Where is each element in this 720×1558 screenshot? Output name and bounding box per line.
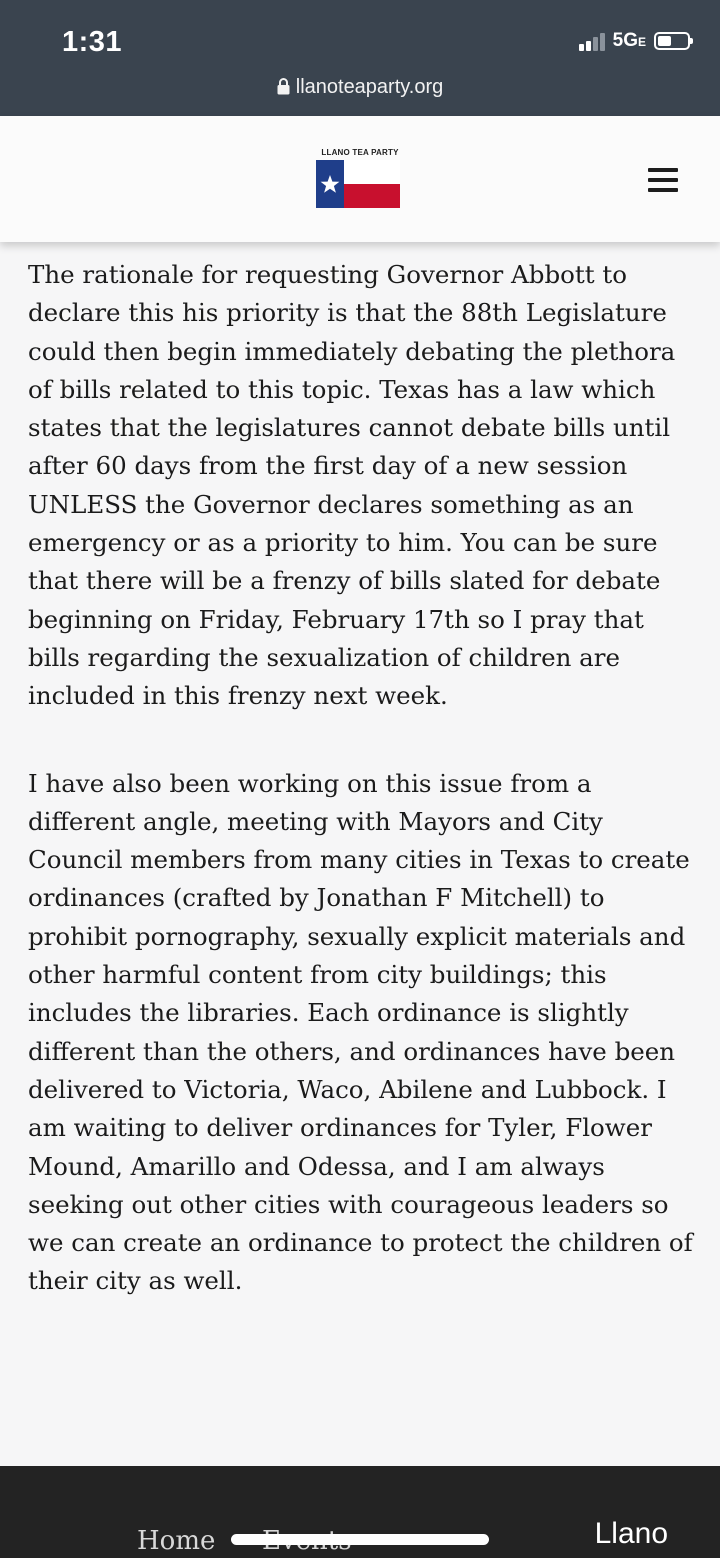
network-type: 5GE xyxy=(612,30,646,51)
footer-brand[interactable]: Llano xyxy=(594,1517,668,1550)
home-indicator[interactable] xyxy=(231,1534,489,1545)
cellular-signal-icon xyxy=(579,31,607,51)
article-body xyxy=(28,256,696,1350)
menu-icon[interactable] xyxy=(648,168,678,192)
site-logo[interactable] xyxy=(316,148,404,208)
article-paragraph: The rationale for requesting Governor Abbott to declare this his priority is that the 88th Legislature could then begin immediately debating the plethora of bills related to this topic. Texas has a law which states that the legislatures cannot debate bills until after 60 days from the first day of a new session UNLESS the Governor declares something as an emergency or as a priority to him. You can be sure that there will be a frenzy of bills slated for debate beginning on Friday, February 17th so I pray that bills regarding the sexualization of children are included in this frenzy next week. xyxy=(28,260,676,711)
site-header xyxy=(0,116,720,242)
url-text: llanoteaparty.org xyxy=(295,76,444,98)
texas-flag-icon xyxy=(316,160,400,208)
status-time: 1:31 xyxy=(62,26,123,58)
address-bar[interactable] xyxy=(0,76,720,99)
status-indicators xyxy=(579,30,690,52)
article-paragraph: I have also been working on this issue from a different angle, meeting with Mayors and City Council members from many cities in Texas to create ordinances (crafted by Jonathan F Mitchell) to prohibit pornography, sexually explicit materials and other harmful content from city buildings; this includes the libraries. Each ordinance is slightly different than the others, and ordinances have been delivered to Victoria, Waco, Abilene and Lubbock. I am waiting to deliver ordinances for Tyler, Flower Mound, Amarillo and Odessa, and I am always seeking out other cities with courageous leaders so we can create an ordinance to protect the children of their city as well. xyxy=(28,768,693,1296)
logo-text: LLANO TEA PARTY xyxy=(321,148,399,157)
footer-link-home[interactable]: Home xyxy=(137,1526,216,1556)
browser-top-bar xyxy=(0,0,720,116)
battery-icon xyxy=(654,32,690,50)
lock-icon xyxy=(277,78,290,95)
